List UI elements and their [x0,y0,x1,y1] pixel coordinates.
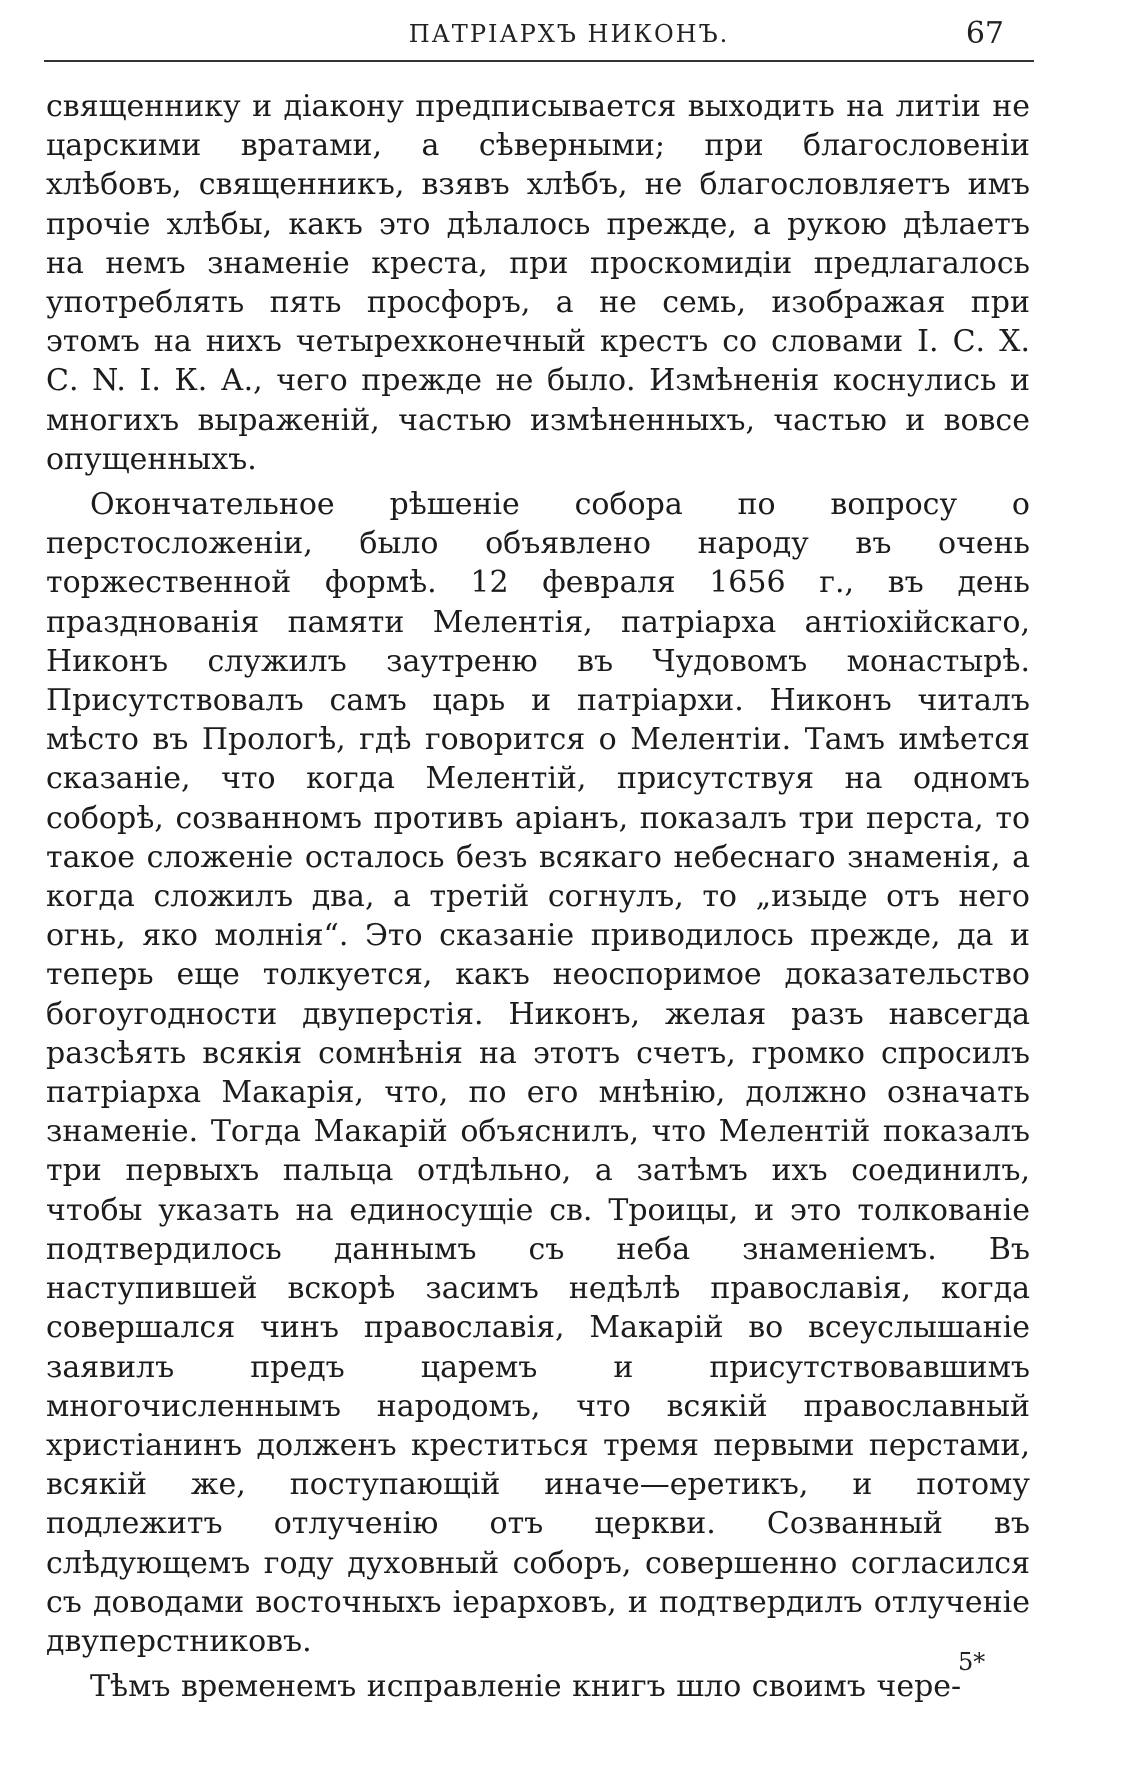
signature-mark: 5* [958,1648,986,1676]
body-text [46,87,1030,1712]
header-rule [44,60,1034,62]
running-head [44,14,1034,54]
paragraph-council-decision: Окончательное рѣшеніе собора по вопросу о перстосложеніи, было объявлено народу въ очень торжественной формѣ. 12 февраля 1656 г., въ день празднованія памяти Мелентія, патріарха антіохійскаго, Никонъ служилъ заутреню въ Чудовомъ монастырѣ. Присутствовалъ самъ царь и патріархи. Никонъ читалъ мѣсто въ Прологѣ, гдѣ говорится о Мелентіи. Тамъ имѣется сказаніе, что когда Мелентій, присутствуя на одномъ соборѣ, созванномъ противъ аріанъ, показалъ три перста, то такое сложеніе осталось безъ всякаго небеснаго знаменія, а когда сложилъ два, а третій согнулъ, то „изыде отъ него огнь, яко молнія“. Это сказаніе приводилось прежде, да и теперь еще толкуется, какъ неоспоримое доказательство богоугодности двуперстія. Никонъ, желая разъ навсегда разсѣять всякія сомнѣнія на этотъ счетъ, громко спросилъ патріарха Макарія, что, по его мнѣнію, должно означать знаменіе. Тогда Макарій объяснилъ, что Мелентій показалъ три первыхъ пальца отдѣльно, а затѣмъ ихъ соединилъ, чтобы указать на единосущіе св. Троицы, и это толкованіе подтвердилось даннымъ съ неба знаменіемъ. Въ наступившей вскорѣ засимъ недѣлѣ православія, когда совершался чинъ православія, Макарій во всеуслышаніе заявилъ предъ царемъ и присутствовавшимъ многочисленнымъ народомъ, что всякій православный христіанинъ долженъ креститься тремя первыми перстами, всякій же, поступающій иначе—еретикъ, и потому подлежитъ отлученію отъ церкви. Созванный въ слѣдующемъ году духовный соборъ, совершенно согласился съ доводами восточныхъ іерарховъ, и подтвердилъ отлученіе двуперстниковъ. [46,487,1030,1659]
paragraph-continuation: священнику и діакону предписывается выходить на литіи не царскими вратами, а сѣверными; при благословеніи хлѣбовъ, священникъ, взявъ хлѣбъ, не благословляетъ имъ прочіе хлѣбы, какъ это дѣлалось прежде, а рукою дѣлаетъ на немъ знаменіе креста, при проскомидіи предлагалось употреблять пять просфоръ, а не семь, изображая при этомъ на нихъ четырехконечный крестъ со словами I. С. X. С. N. I. К. А., чего прежде не было. Измѣненія коснулись и многихъ выраженій, частью измѣненныхъ, частью и вовсе опущенныхъ. [46,89,1030,477]
page-number: 67 [965,16,1004,51]
paragraph-book-correction: Тѣмъ временемъ исправленіе книгъ шло своимъ чере- [90,1669,962,1705]
running-title: ПАТРІАРХЪ НИКОНЪ. [408,20,730,48]
